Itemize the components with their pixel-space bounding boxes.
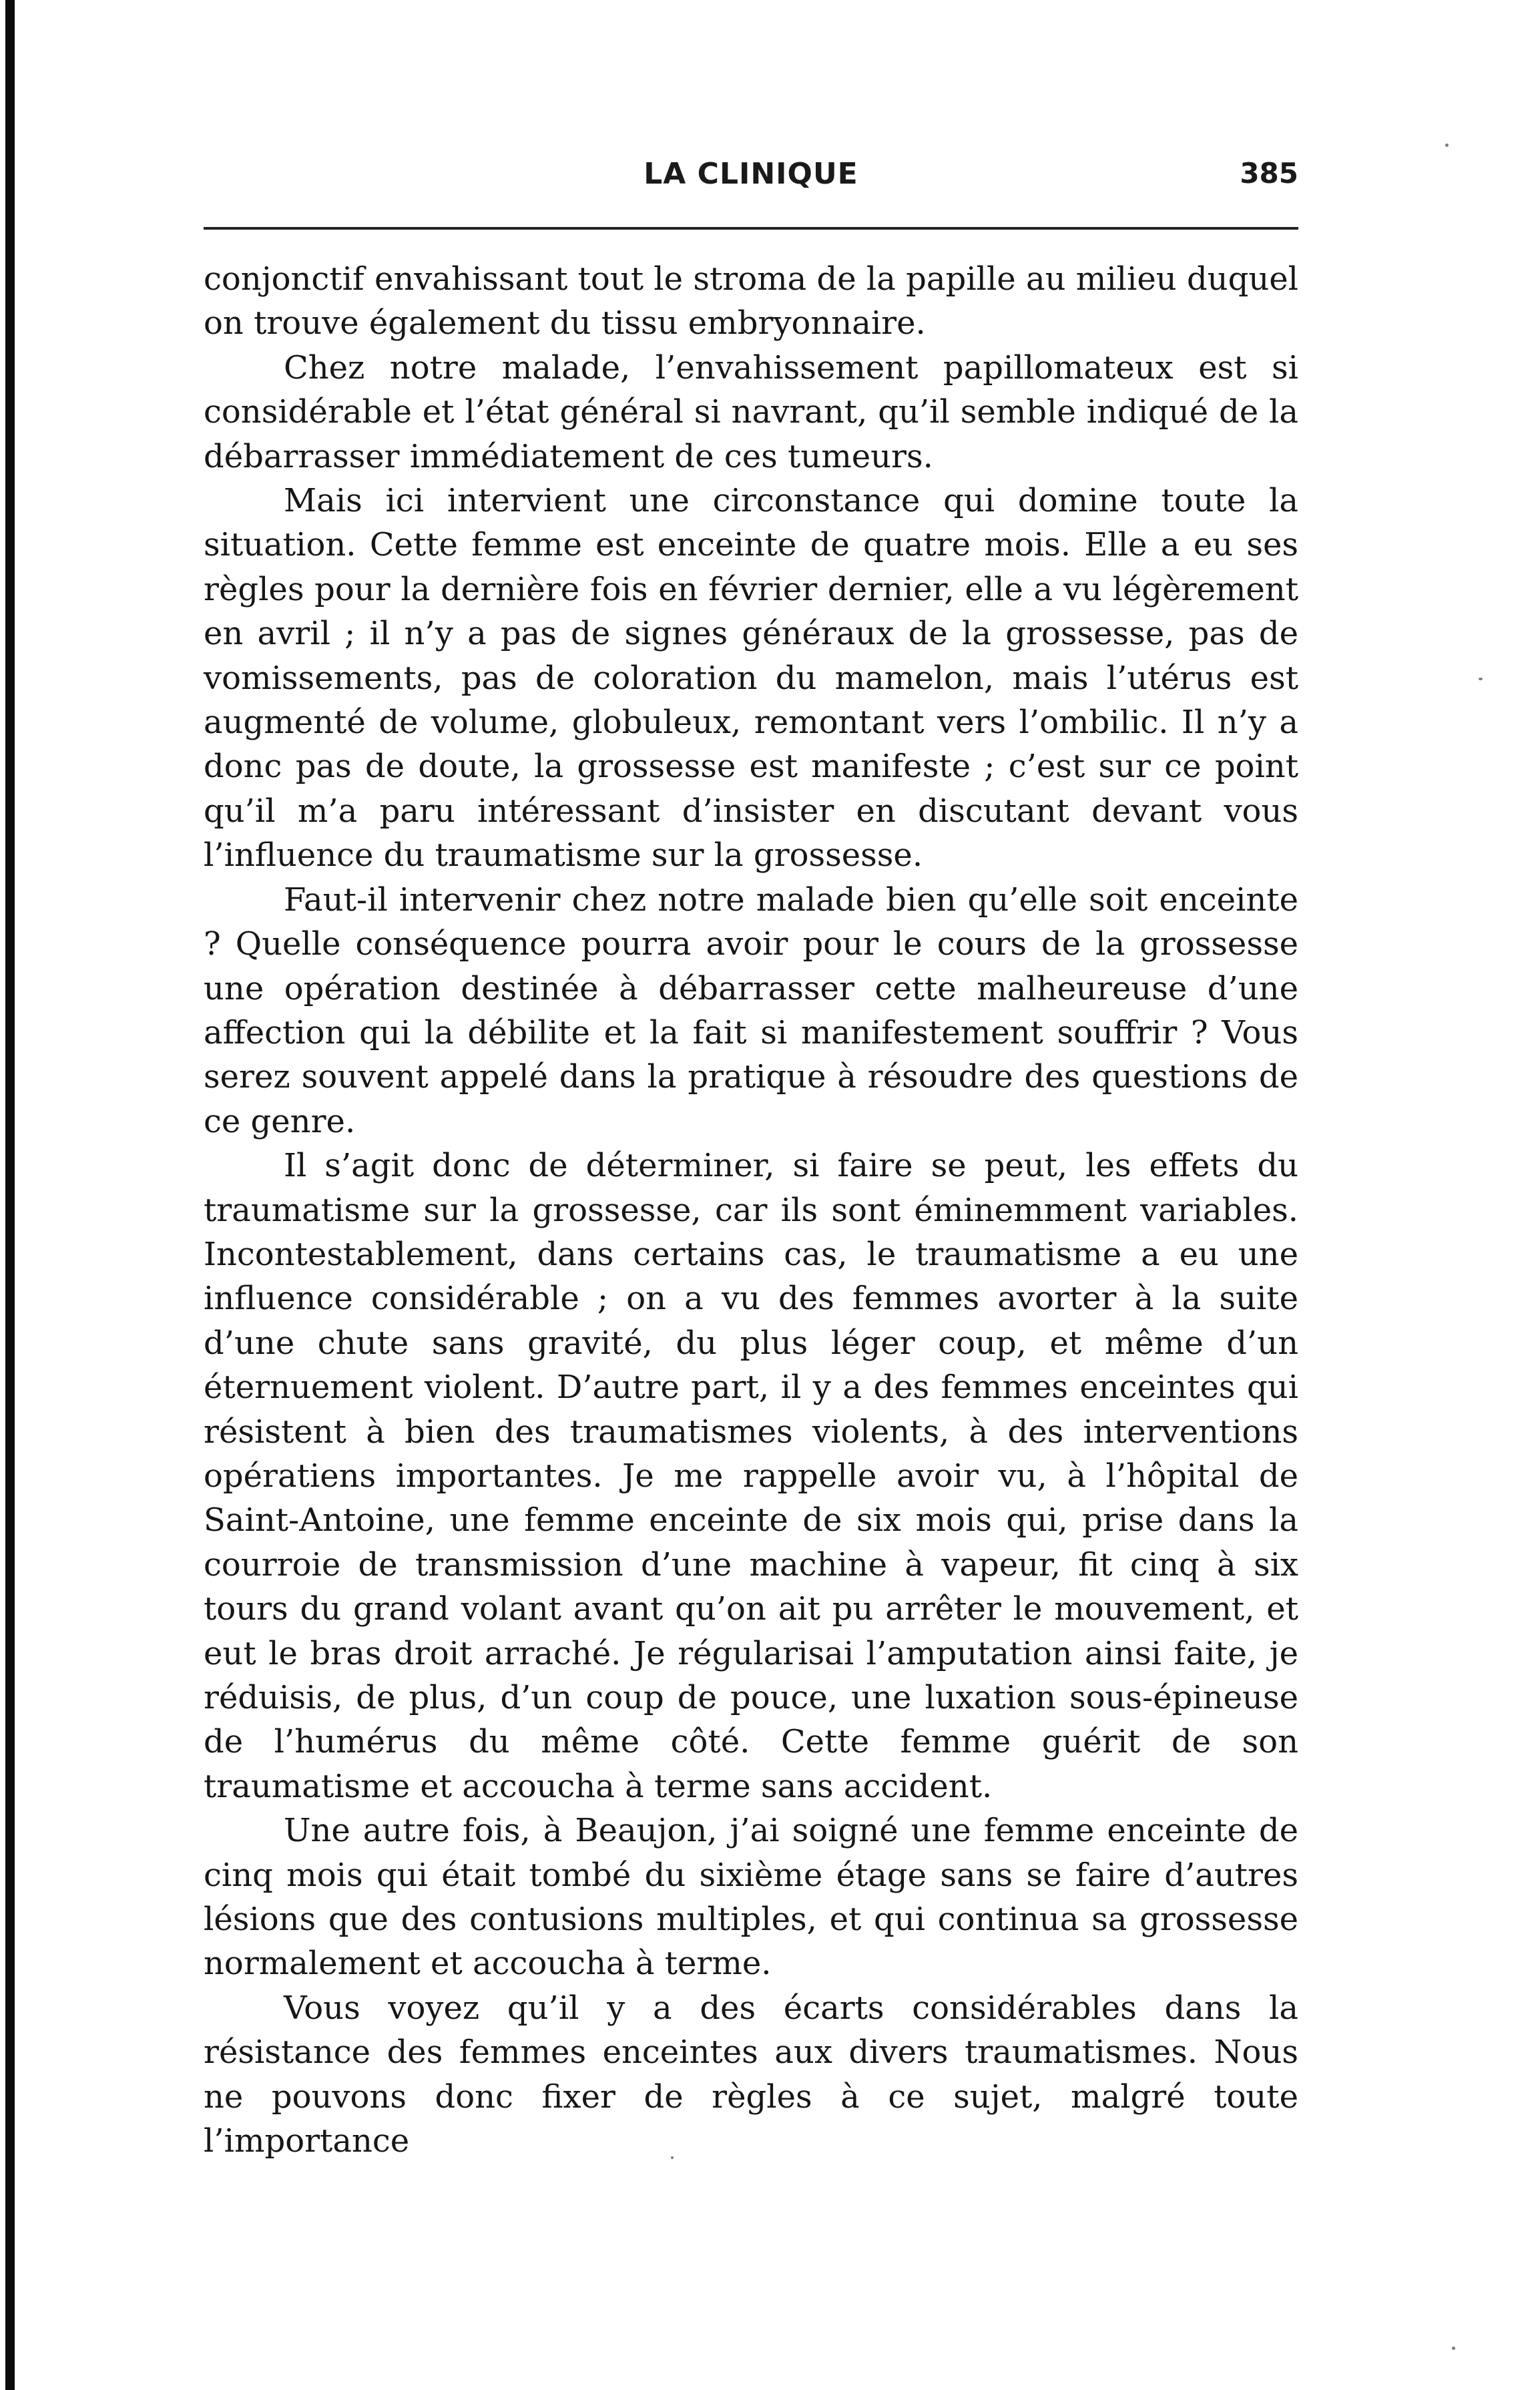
paper-speck — [1452, 2347, 1455, 2350]
page-number: 385 — [1240, 157, 1298, 190]
paragraph: Une autre fois, à Beaujon, j’ai soigné une femme enceinte de cinq mois qui était tombé du sixième étage sans se faire d’autres lésions que des contusions multiples, et qui continua sa grossesse normalement et accoucha à terme. — [204, 1812, 1298, 1983]
paragraph: Vous voyez qu’il y a des écarts considérables dans la résistance des femmes enceintes aux divers traumatismes. Nous ne pouvons donc fixer de règles à ce sujet, malgré toute l’importance — [204, 1989, 1298, 2160]
page-binding-edge — [5, 0, 15, 2390]
header-rule — [204, 227, 1298, 230]
paragraph: Mais ici intervient une circonstance qui domine toute la situation. Cette femme est enceinte de quatre mois. Elle a eu ses règles pour la dernière fois en février dernier, elle a vu légèrement en avril ; il n’y a pas de signes généraux de la grossesse, pas de vomissements, pas de coloration du mamelon, mais l’utérus est augmenté de volume, globuleux, remontant vers l’ombilic. Il n’y a donc pas de doute, la grossesse est manifeste ; c’est sur ce point qu’il m’a paru intéressant d’insister en discutant devant vous l’influence du traumatisme sur la grossesse. — [204, 482, 1298, 875]
paragraph: Faut-il intervenir chez notre malade bien qu’elle soit enceinte ? Quelle conséquence pourra avoir pour le cours de la grossesse une opération destinée à débarrasser cette malheureuse d’une affection qui la débilite et la fait si manifestement souffrir ? Vous serez souvent appelé dans la pratique à résoudre des questions de ce genre. — [204, 881, 1298, 1140]
paragraph: Chez notre malade, l’envahissement papillomateux est si considérable et l’état général si navrant, qu’il semble indiqué de la débarrasser immédiatement de ces tumeurs. — [204, 348, 1298, 475]
body-text — [204, 257, 1298, 2163]
paper-speck — [1445, 144, 1449, 147]
running-title: LA CLINIQUE — [644, 157, 858, 191]
paragraph-continuation: conjonctif envahissant tout le stroma de la papille au milieu duquel on trouve également du tissu embryonnaire. — [204, 260, 1298, 342]
paragraph: Il s’agit donc de déterminer, si faire se peut, les effets du traumatisme sur la grossesse, car ils sont éminemment variables. Incontestablement, dans certains cas, le traumatisme a eu une influence considérable ; on a vu des femmes avorter à la suite d’une chute sans gravité, du plus léger coup, et même d’un éternuement violent. D’autre part, il y a des femmes enceintes qui résistent à bien des traumatismes violents, à des interventions opératiens importantes. Je me rappelle avoir vu, à l’hôpital de Saint-Antoine, une femme enceinte de six mois qui, prise dans la courroie de transmission d’une machine à vapeur, fit cinq à six tours du grand volant avant qu’on ait pu arrêter le mouvement, et eut le bras droit arraché. Je régularisai l’amputation ainsi faite, je réduisis, de plus, d’un coup de pouce, une luxation sous-épineuse de l’humérus du même côté. Cette femme guérit de son traumatisme et accoucha à terme sans accident. — [204, 1147, 1298, 1805]
running-head — [204, 157, 1298, 197]
paper-speck — [1479, 678, 1483, 680]
